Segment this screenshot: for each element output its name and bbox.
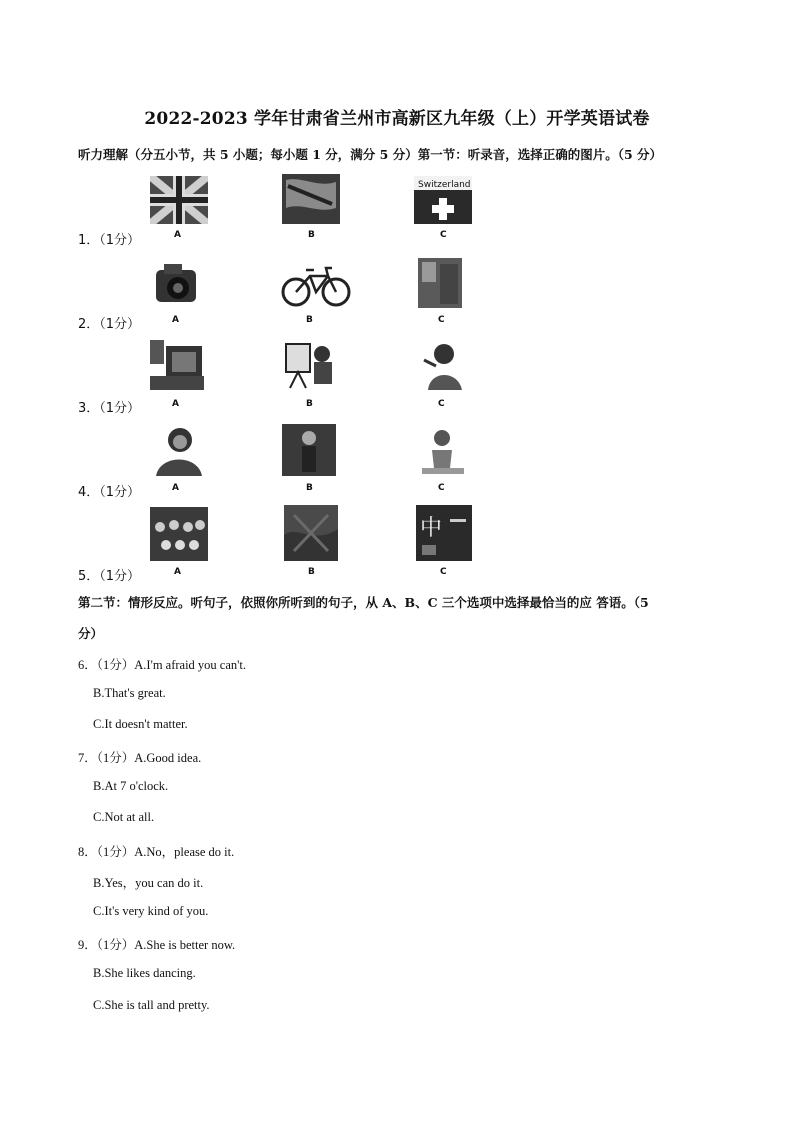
question-number: 2．（1分） — [78, 317, 141, 332]
option-label-b: B — [308, 567, 315, 577]
scene-icon — [284, 505, 338, 561]
chinese-character-icon — [416, 505, 472, 561]
question-stem: 6．（1分）A.I'm afraid you can't. — [78, 658, 247, 672]
section1-header: 听力理解（分五小节，共 5 小题；每小题 1 分，满分 5 分）第一节：听录音，选择正确的图片。（5 分） — [78, 147, 663, 162]
flag-icon — [282, 174, 340, 224]
option-c: C.It doesn't matter. — [93, 717, 188, 731]
question-stem: 9．（1分）A.She is better now. — [78, 938, 236, 952]
option-c: C.Not at all. — [93, 810, 155, 824]
girl-icon — [416, 340, 470, 390]
switzerland-sign-icon — [414, 176, 472, 224]
person-icon — [416, 424, 470, 476]
option-b: B.She likes dancing. — [93, 966, 196, 980]
option-label-c: C — [438, 399, 445, 409]
bicycle-icon — [280, 262, 352, 308]
question-number: 4．（1分） — [78, 485, 141, 500]
option-label-b: B — [308, 230, 315, 240]
group-photo-icon — [150, 507, 208, 561]
option-label-a: A — [172, 315, 179, 325]
painting-icon — [282, 340, 338, 390]
option-label-b: B — [306, 315, 313, 325]
option-label-a: A — [172, 483, 179, 493]
sign-text: Switzerland — [418, 180, 471, 190]
option-label-c: C — [438, 315, 445, 325]
camera-icon — [152, 260, 204, 308]
book-icon — [418, 258, 462, 308]
tv-icon — [150, 340, 204, 390]
page-title: 2022-2023 学年甘肃省兰州市高新区九年级（上）开学英语试卷 — [144, 109, 650, 129]
section2-header-line2: 分） — [78, 626, 104, 641]
option-label-a: A — [172, 399, 179, 409]
option-label-c: C — [440, 567, 447, 577]
option-b: B.That's great. — [93, 686, 166, 700]
question-number: 5．（1分） — [78, 569, 141, 584]
question-number: 1．（1分） — [78, 233, 141, 248]
uk-flag-icon — [150, 176, 208, 224]
option-label-c: C — [438, 483, 445, 493]
woman-icon — [150, 424, 206, 476]
man-icon — [282, 424, 336, 476]
option-b: B.Yes，you can do it. — [93, 876, 204, 890]
question-stem: 8．（1分）A.No，please do it. — [78, 845, 235, 859]
option-c: C.It's very kind of you. — [93, 904, 209, 918]
option-b: B.At 7 o'clock. — [93, 779, 169, 793]
option-label-a: A — [174, 567, 181, 577]
question-stem: 7．（1分）A.Good idea. — [78, 751, 202, 765]
option-label-b: B — [306, 399, 313, 409]
option-label-b: B — [306, 483, 313, 493]
question-number: 3．（1分） — [78, 401, 141, 416]
option-c: C.She is tall and pretty. — [93, 998, 210, 1012]
section2-header-line1: 第二节：情形反应。听句子，依照你所听到的句子，从 A、B、C 三个选项中选择最恰当的应 答语。（5 — [78, 595, 649, 610]
option-label-c: C — [440, 230, 447, 240]
character-text: 中 — [420, 516, 443, 541]
option-label-a: A — [174, 230, 181, 240]
